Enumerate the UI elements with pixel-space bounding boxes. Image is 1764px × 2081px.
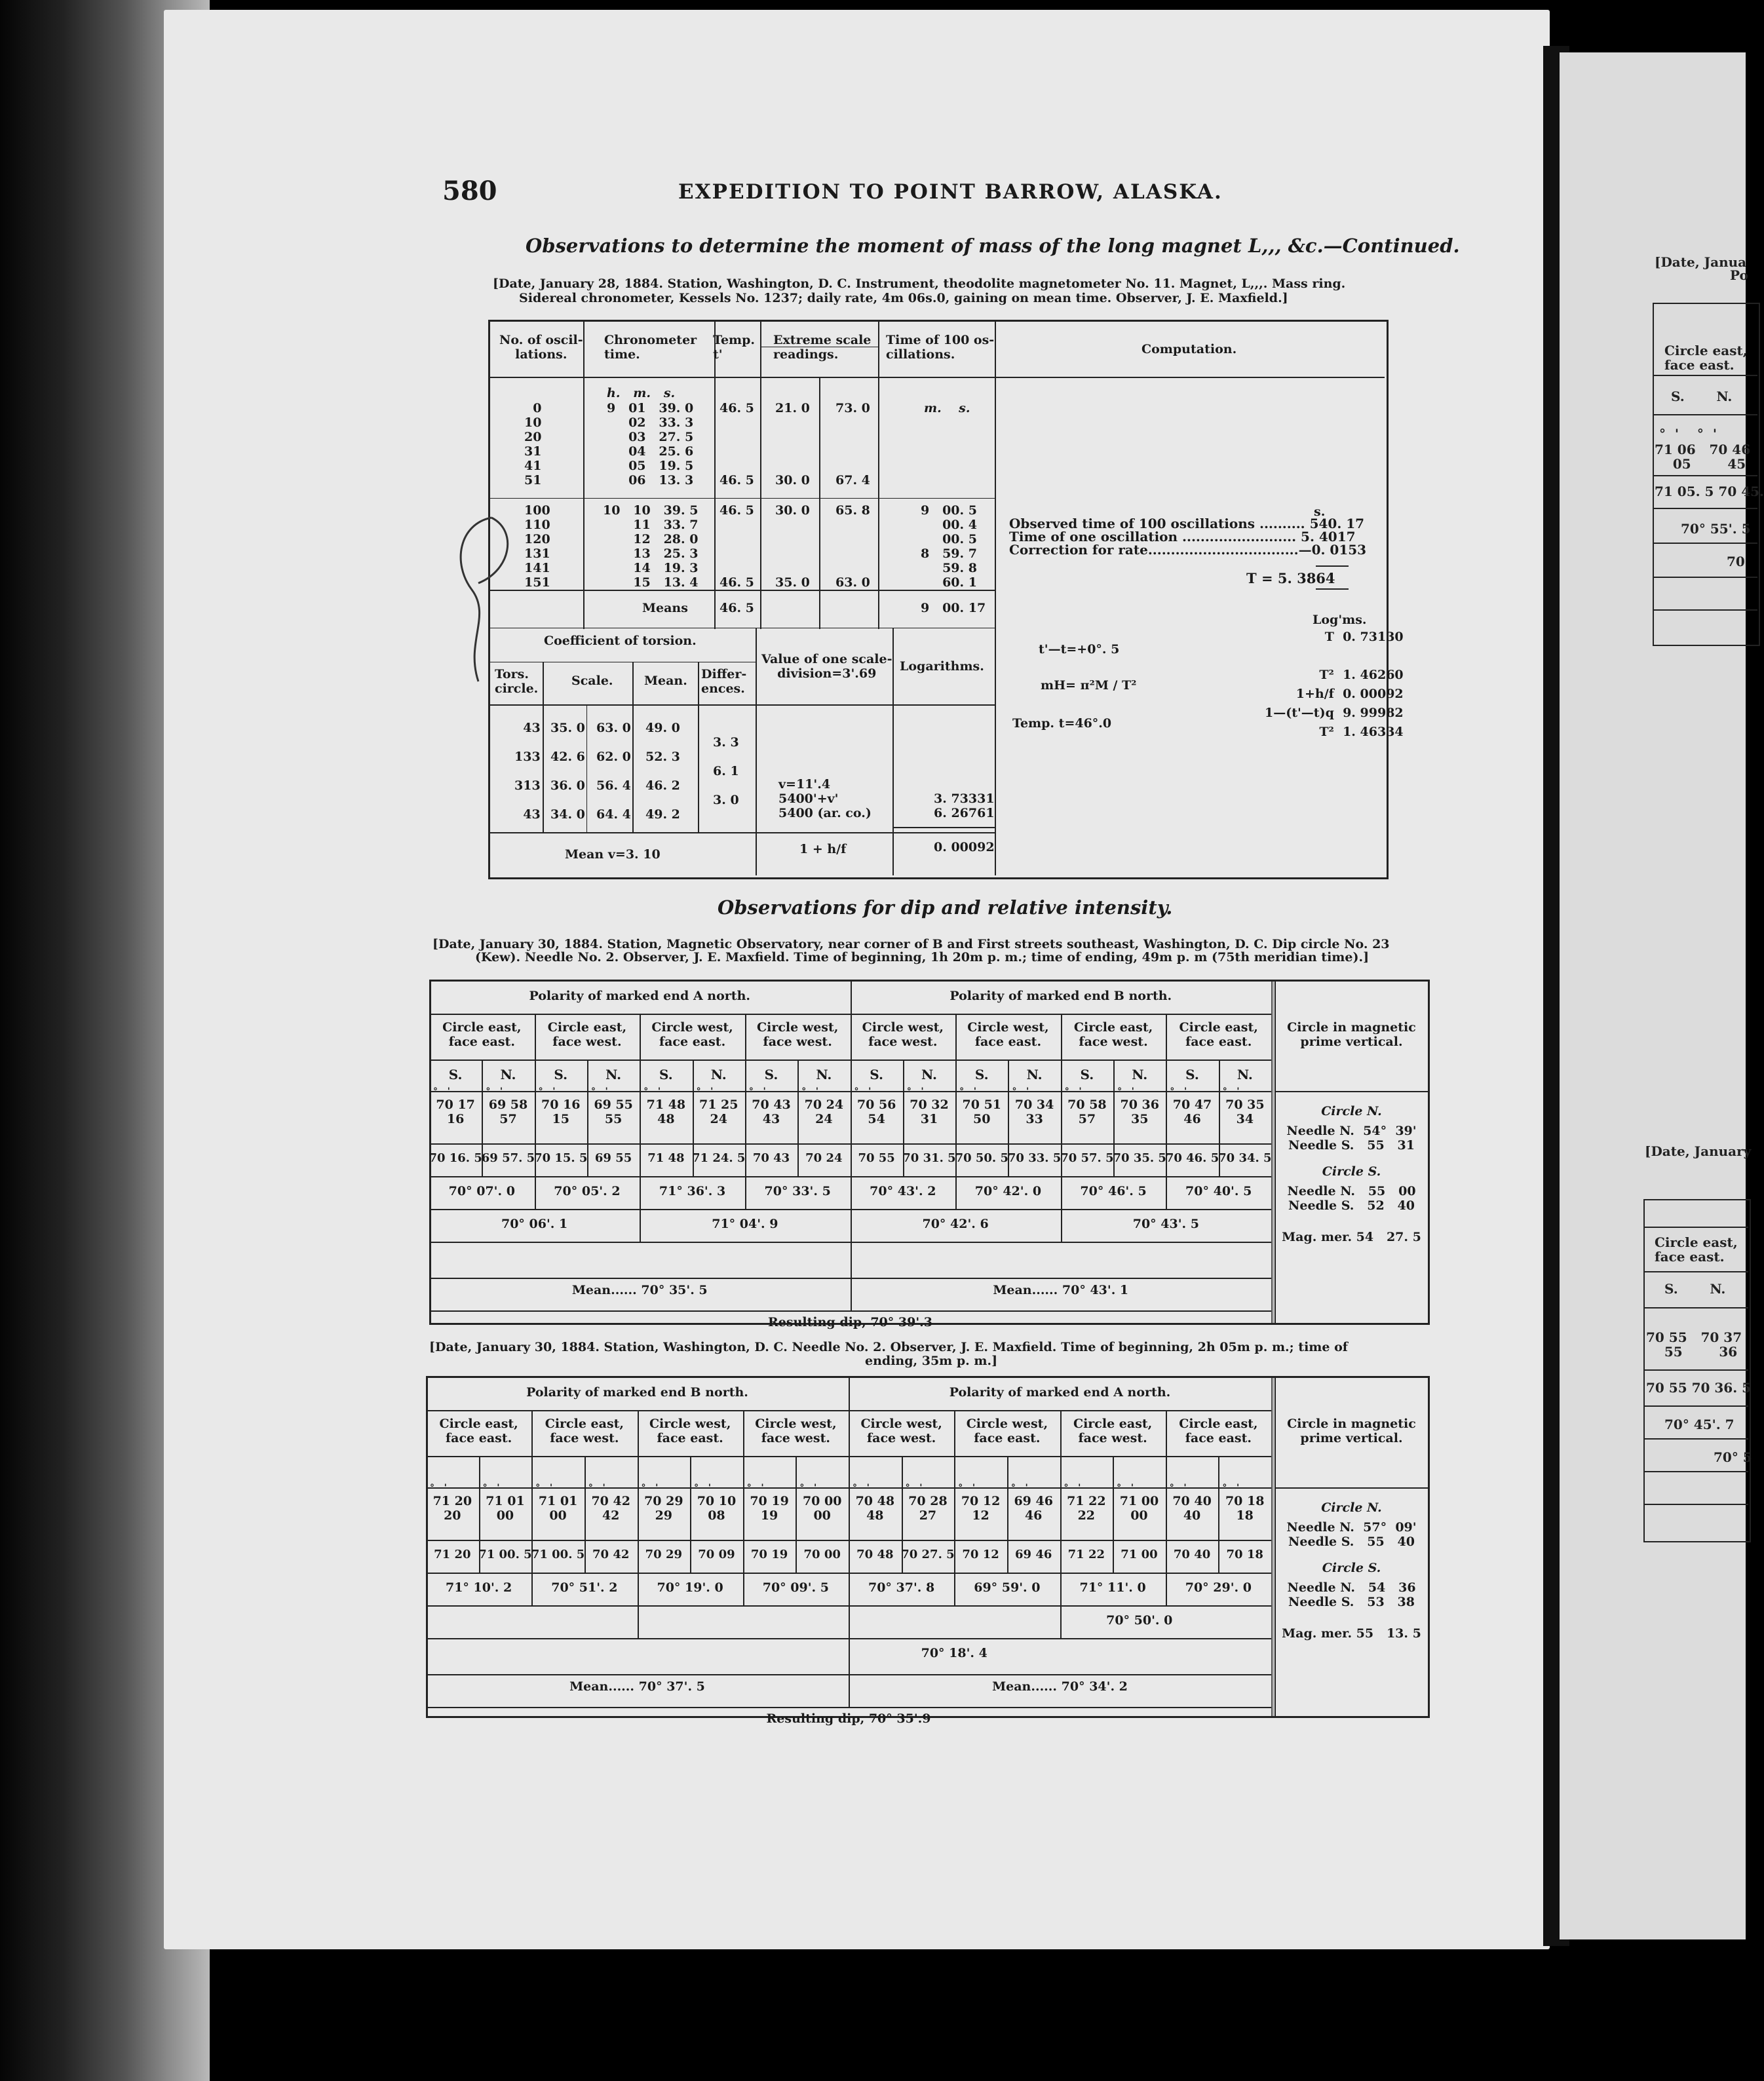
reading-mean: 71 22 bbox=[1067, 1548, 1105, 1561]
reading-pair: 69 55 55 bbox=[594, 1098, 633, 1126]
degree-minute-mark: ° ' bbox=[959, 1086, 977, 1097]
pair-mean: 70° 37'. 8 bbox=[868, 1580, 935, 1595]
means-time: 9 00. 17 bbox=[921, 601, 986, 615]
pair-mean: 70° 19'. 0 bbox=[657, 1580, 723, 1595]
degree-minute-mark: ° ' bbox=[801, 1086, 819, 1097]
hdr-temp: Temp. t' bbox=[713, 333, 756, 362]
rp-pair: 70° 55'. 5 bbox=[1681, 521, 1751, 537]
comp-line3: Correction for rate.................................—0. 0153 bbox=[1009, 542, 1367, 558]
reading-mean: 69 46 bbox=[1015, 1548, 1052, 1561]
circle-orientation: Circle west, face east. bbox=[651, 1020, 733, 1049]
degree-minute-mark: ° ' bbox=[590, 1086, 608, 1097]
torsion-hdr-circle: Tors. circle. bbox=[495, 667, 539, 696]
degree-minute-mark: ° ' bbox=[1170, 1086, 1187, 1097]
reading-pair: 70 51 50 bbox=[962, 1098, 1002, 1126]
pair-mean: 69° 59'. 0 bbox=[974, 1580, 1041, 1595]
means-label: Means bbox=[642, 601, 688, 615]
pair-mean: 70° 40'. 5 bbox=[1185, 1184, 1252, 1198]
rp-circle2: Circle east, face east. bbox=[1655, 1234, 1738, 1265]
pv-circle-n: Circle N. bbox=[1321, 1104, 1382, 1118]
chron-group2: 10 10 39. 5 11 33. 7 12 28. 0 13 25. 3 14 19. 3 15 13. 4 bbox=[603, 503, 699, 590]
quad-mean: 70° 42'. 6 bbox=[922, 1217, 989, 1231]
rp-rows2: 70 55 70 37 55 36 bbox=[1646, 1329, 1742, 1360]
degree-minute-mark: ° ' bbox=[1117, 1483, 1134, 1493]
quad-mean: 70° 06'. 1 bbox=[501, 1217, 568, 1231]
hdr-oscillations: No. of oscil- lations. bbox=[499, 333, 583, 362]
prime-vertical-header: Circle in magnetic prime vertical. bbox=[1287, 1417, 1416, 1445]
reading-mean: 70 42 bbox=[592, 1548, 630, 1561]
pair-mean: 70° 07'. 0 bbox=[448, 1184, 515, 1198]
scale-division-header: Value of one scale- division=3'.69 bbox=[761, 652, 892, 681]
torsion-circle-values: 43 133 313 43 bbox=[514, 721, 541, 822]
circle-orientation: Circle west, face west. bbox=[860, 1417, 942, 1445]
degree-minute-mark: ° ' bbox=[482, 1483, 500, 1493]
dip-table-1 bbox=[429, 980, 1428, 1329]
degree-minute-mark: ° ' bbox=[1117, 1086, 1134, 1097]
rp-pair2: 70° 45'. 7 bbox=[1664, 1417, 1735, 1432]
osc-group1: 0 10 20 31 41 51 bbox=[524, 401, 542, 487]
chron-group1: 9 01 39. 0 02 33. 3 03 27. 5 04 25. 6 05 19. 5 06 13. 3 bbox=[607, 401, 694, 487]
reading-pair: 71 01 00 bbox=[538, 1494, 578, 1523]
degree-minute-mark: ° ' bbox=[486, 1086, 503, 1097]
degree-minute-mark: ° ' bbox=[1064, 1086, 1082, 1097]
rp-note-top: [Date, Janua bbox=[1655, 254, 1747, 270]
degree-minute-mark: ° ' bbox=[854, 1086, 872, 1097]
reading-pair: 69 46 46 bbox=[1014, 1494, 1053, 1523]
reading-mean: 71 24. 5 bbox=[692, 1151, 746, 1165]
reading-mean: 70 18 bbox=[1226, 1548, 1263, 1561]
section2-note-line1: [Date, January 30, 1884. Station, Magnetic Observatory, near corner of B and First streets southeast, Washington, D. C. Dip circle No. 23 bbox=[432, 937, 1390, 951]
comp-mH: mH= π²M / T² bbox=[1041, 678, 1137, 693]
reading-mean: 71 00. 5 bbox=[478, 1548, 532, 1561]
torsion-mean-values: 49. 0 52. 3 46. 2 49. 2 bbox=[645, 721, 680, 822]
reading-pair: 70 56 54 bbox=[856, 1098, 896, 1126]
hdr-time100: Time of 100 os- cillations. bbox=[886, 333, 995, 362]
hdr-scale-readings: Extreme scale readings. bbox=[773, 333, 872, 362]
degree-minute-mark: ° ' bbox=[853, 1483, 870, 1493]
pair-mean: 70° 43'. 2 bbox=[870, 1184, 936, 1198]
rp-quad: 70 bbox=[1727, 554, 1745, 569]
degree-minute-mark: ° ' bbox=[958, 1483, 976, 1493]
pv-circle-n: Circle N. bbox=[1321, 1500, 1382, 1515]
sn-header: S. bbox=[870, 1067, 883, 1082]
quad-mean: 70° 50'. 0 bbox=[1106, 1613, 1173, 1628]
circle-orientation: Circle east, face west. bbox=[1073, 1417, 1153, 1445]
circle-orientation: Circle west, face west. bbox=[862, 1020, 944, 1049]
torsion-diff-values: 3. 3 6. 1 3. 0 bbox=[713, 735, 739, 807]
scale-right-group2: 65. 8 63. 0 bbox=[835, 503, 870, 590]
pair-mean: 70° 05'. 2 bbox=[554, 1184, 621, 1198]
degree-minute-mark: ° ' bbox=[643, 1086, 661, 1097]
pv-circle-s: Circle S. bbox=[1322, 1561, 1381, 1575]
degree-minute-mark: ° ' bbox=[906, 1086, 924, 1097]
resulting-dip: Resulting dip, 70° 35'.9 bbox=[766, 1711, 931, 1726]
logarithms-body: 3. 73331 6. 26761 bbox=[934, 792, 995, 820]
reading-mean: 70 12 bbox=[962, 1548, 999, 1561]
pv-mag-mer: Mag. mer. 54 27. 5 bbox=[1282, 1230, 1421, 1244]
pv-mag-mer: Mag. mer. 55 13. 5 bbox=[1282, 1626, 1421, 1641]
pair-mean: 71° 11'. 0 bbox=[1079, 1580, 1146, 1595]
reading-mean: 71 48 bbox=[647, 1151, 685, 1165]
reading-pair: 70 36 35 bbox=[1120, 1098, 1159, 1126]
degree-minute-mark: ° ' bbox=[696, 1086, 714, 1097]
circle-orientation: Circle east, face east. bbox=[442, 1020, 522, 1049]
section1-note-line1: [Date, January 28, 1884. Station, Washington, D. C. Instrument, theodolite magnetometer No. 11. Magnet, L,,,. Mass ring. bbox=[493, 277, 1346, 291]
circle-orientation: Circle west, face east. bbox=[649, 1417, 731, 1445]
sn-header: S. bbox=[1080, 1067, 1094, 1082]
pv-needles-n: Needle N. 54° 39' Needle S. 55 31 bbox=[1286, 1124, 1417, 1153]
sn-header: S. bbox=[764, 1067, 778, 1082]
comp-line2: Time of one oscillation ......................... 5. 4017 bbox=[1009, 529, 1356, 544]
rp-sn2: S. N. bbox=[1664, 1281, 1726, 1297]
circle-orientation: Circle east, face east. bbox=[1179, 1417, 1258, 1445]
reading-mean: 70 55 bbox=[858, 1151, 895, 1165]
half-mean: Mean...... 70° 43'. 1 bbox=[993, 1283, 1129, 1297]
circle-orientation: Circle west, face east. bbox=[967, 1020, 1049, 1049]
reading-mean: 71 00. 5 bbox=[531, 1548, 585, 1561]
section2-title: Observations for dip and relative intensity. bbox=[718, 896, 1173, 919]
reading-pair: 70 12 12 bbox=[961, 1494, 1001, 1523]
means-temp: 46. 5 bbox=[719, 601, 754, 615]
sn-header: S. bbox=[659, 1067, 673, 1082]
reading-pair: 70 40 40 bbox=[1172, 1494, 1212, 1523]
pv-circle-s: Circle S. bbox=[1322, 1164, 1381, 1179]
reading-pair: 70 47 46 bbox=[1172, 1098, 1212, 1126]
reading-pair: 70 32 31 bbox=[910, 1098, 949, 1126]
sn-header: S. bbox=[448, 1067, 463, 1082]
quad-mean: 70° 43'. 5 bbox=[1132, 1217, 1199, 1231]
circle-orientation: Circle east, face west. bbox=[547, 1020, 627, 1049]
pair-mean: 70° 33'. 5 bbox=[764, 1184, 831, 1198]
rp-mean-row2: 70 55 70 36. 5 bbox=[1646, 1380, 1752, 1396]
reading-mean: 70 19 bbox=[750, 1548, 788, 1561]
degree-minute-mark: ° ' bbox=[694, 1483, 712, 1493]
comp-line1: Observed time of 100 oscillations .......... 540. 17 bbox=[1009, 516, 1365, 531]
osc-group2: 100 110 120 131 141 151 bbox=[524, 503, 550, 590]
reading-mean: 70 40 bbox=[1173, 1548, 1211, 1561]
rp-degmin: ° ' ° ' bbox=[1659, 426, 1717, 442]
pv-needles-s: Needle N. 55 00 Needle S. 52 40 bbox=[1287, 1184, 1416, 1213]
reading-mean: 70 50. 5 bbox=[955, 1151, 1008, 1165]
pv-needles-s: Needle N. 54 36 Needle S. 53 38 bbox=[1287, 1580, 1416, 1609]
circle-orientation: Circle east, face west. bbox=[545, 1417, 624, 1445]
sn-header: N. bbox=[1026, 1067, 1043, 1082]
sn-header: N. bbox=[1132, 1067, 1148, 1082]
logarithms-header: Logarithms. bbox=[900, 659, 984, 674]
section3-note-line2: ending, 35m p. m.] bbox=[865, 1354, 998, 1368]
degree-minute-mark: ° ' bbox=[641, 1483, 659, 1493]
circle-orientation: Circle east, face west. bbox=[1073, 1020, 1153, 1049]
rp-rows: 71 06 70 46 05 45 bbox=[1655, 442, 1751, 472]
reading-mean: 70 15. 5 bbox=[534, 1151, 588, 1165]
reading-pair: 71 25 24 bbox=[699, 1098, 738, 1126]
reading-mean: 70 29 bbox=[645, 1548, 682, 1561]
hdr-computation: Computation. bbox=[1141, 342, 1237, 356]
degree-minute-mark: ° ' bbox=[588, 1483, 605, 1493]
pair-mean: 70° 29'. 0 bbox=[1185, 1580, 1252, 1595]
temp-group2: 46. 5 46. 5 bbox=[719, 503, 754, 590]
torsion-hdr-diff: Differ- ences. bbox=[701, 667, 747, 696]
reading-mean: 70 46. 5 bbox=[1165, 1151, 1219, 1165]
circle-orientation: Circle west, face west. bbox=[757, 1020, 839, 1049]
reading-pair: 69 58 57 bbox=[488, 1098, 528, 1126]
pair-mean: 70° 09'. 5 bbox=[762, 1580, 829, 1595]
sn-header: S. bbox=[974, 1067, 989, 1082]
temp-group1: 46. 5 46. 5 bbox=[719, 401, 754, 487]
pv-needles-n: Needle N. 57° 09' Needle S. 55 40 bbox=[1286, 1520, 1417, 1549]
sn-header: N. bbox=[816, 1067, 832, 1082]
reading-mean: 70 24 bbox=[805, 1151, 843, 1165]
page-number: 580 bbox=[442, 176, 497, 206]
reading-pair: 70 48 48 bbox=[855, 1494, 895, 1523]
degree-minute-mark: ° ' bbox=[748, 1086, 766, 1097]
reading-pair: 71 20 20 bbox=[432, 1494, 472, 1523]
one-plus-h-f: 1 + h/f bbox=[799, 842, 847, 856]
logarithms-final: 0. 00092 bbox=[934, 840, 995, 854]
comp-logms: Log'ms. bbox=[1313, 613, 1367, 627]
pair-mean: 70° 51'. 2 bbox=[551, 1580, 618, 1595]
comp-logs: T 0. 73130 T² 1. 46260 1+h/f 0. 00092 1—(t'—t)q 9. 99982 T² 1. 46334 bbox=[1265, 630, 1404, 739]
sn-header: N. bbox=[710, 1067, 727, 1082]
circle-orientation: Circle east, face east. bbox=[1179, 1020, 1258, 1049]
comp-tdiff: t'—t=+0°. 5 bbox=[1039, 642, 1120, 657]
half-mean: Mean...... 70° 37'. 5 bbox=[569, 1679, 705, 1694]
degree-minute-mark: ° ' bbox=[1169, 1483, 1187, 1493]
degree-minute-mark: ° ' bbox=[1064, 1483, 1081, 1493]
sn-header: S. bbox=[1185, 1067, 1199, 1082]
torsion-mean-v: Mean v=3. 10 bbox=[565, 847, 661, 862]
reading-mean: 70 16. 5 bbox=[429, 1151, 482, 1165]
sn-header: N. bbox=[500, 1067, 516, 1082]
reading-pair: 70 58 57 bbox=[1067, 1098, 1107, 1126]
degree-minute-mark: ° ' bbox=[433, 1086, 450, 1097]
reading-mean: 69 55 bbox=[594, 1151, 632, 1165]
degree-minute-mark: ° ' bbox=[1222, 1483, 1240, 1493]
polarity-left: Polarity of marked end B north. bbox=[526, 1385, 748, 1400]
hdr-chronometer: Chronometer time. bbox=[604, 333, 697, 362]
circle-orientation: Circle east, face east. bbox=[439, 1417, 518, 1445]
prime-vertical-header: Circle in magnetic prime vertical. bbox=[1287, 1020, 1416, 1049]
degree-minute-mark: ° ' bbox=[746, 1483, 764, 1493]
reading-mean: 71 20 bbox=[434, 1548, 471, 1561]
degree-minute-mark: ° ' bbox=[1010, 1483, 1028, 1493]
reading-pair: 70 42 42 bbox=[591, 1494, 630, 1523]
dip-table-2 bbox=[426, 1376, 1428, 1726]
running-head: EXPEDITION TO POINT BARROW, ALASKA. bbox=[678, 180, 1223, 204]
rp-note-top2: Po bbox=[1730, 267, 1748, 283]
quad-mean: 70° 18'. 4 bbox=[921, 1646, 987, 1660]
scale-division-body: v=11'.4 5400'+v' 5400 (ar. co.) bbox=[778, 777, 872, 820]
comp-temp: Temp. t=46°.0 bbox=[1012, 716, 1112, 731]
rp-sn: S. N. bbox=[1671, 389, 1733, 404]
sn-header: N. bbox=[605, 1067, 622, 1082]
reading-pair: 70 18 18 bbox=[1225, 1494, 1265, 1523]
reading-pair: 70 35 34 bbox=[1225, 1098, 1265, 1126]
rp-quad2: 70° 5 bbox=[1714, 1449, 1752, 1465]
reading-mean: 70 35. 5 bbox=[1113, 1151, 1166, 1165]
reading-mean: 70 57. 5 bbox=[1060, 1151, 1114, 1165]
degree-minute-mark: ° ' bbox=[1012, 1086, 1029, 1097]
reading-pair: 71 22 22 bbox=[1067, 1494, 1106, 1523]
degree-minute-mark: ° ' bbox=[905, 1483, 923, 1493]
torsion-title: Coefficient of torsion. bbox=[544, 634, 697, 648]
pencil-mark bbox=[452, 511, 531, 695]
time100-group2: 9 00. 5 00. 4 00. 5 8 59. 7 59. 8 60. 1 bbox=[921, 503, 977, 590]
rp-mean-row: 71 05. 5 70 45. bbox=[1655, 484, 1764, 499]
polarity-right: Polarity of marked end B north. bbox=[949, 989, 1172, 1003]
sn-header: N. bbox=[1237, 1067, 1253, 1082]
pair-mean: 70° 42'. 0 bbox=[974, 1184, 1042, 1198]
scale-left-group2: 30. 0 35. 0 bbox=[775, 503, 810, 590]
half-mean: Mean...... 70° 34'. 2 bbox=[992, 1679, 1128, 1694]
reading-mean: 69 57. 5 bbox=[481, 1151, 535, 1165]
half-mean: Mean...... 70° 35'. 5 bbox=[571, 1283, 708, 1297]
reading-pair: 70 16 15 bbox=[541, 1098, 581, 1126]
reading-mean: 70 33. 5 bbox=[1007, 1151, 1062, 1165]
reading-pair: 71 00 00 bbox=[1119, 1494, 1159, 1523]
quad-mean: 71° 04'. 9 bbox=[712, 1217, 778, 1231]
section1-title: Observations to determine the moment of mass of the long magnet L,,, &c.—Continued. bbox=[526, 235, 1460, 257]
reading-mean: 70 00 bbox=[803, 1548, 841, 1561]
units-time100: m. s. bbox=[924, 401, 970, 415]
comp-unit: s. bbox=[1314, 505, 1326, 519]
reading-mean: 70 09 bbox=[698, 1548, 735, 1561]
rp-note-mid: [Date, January bbox=[1645, 1143, 1752, 1159]
section1-note-line2: Sidereal chronometer, Kessels No. 1237; daily rate, 4m 06s.0, gaining on mean time. Observer, J. E. Maxfield.] bbox=[519, 291, 1288, 305]
pair-mean: 70° 46'. 5 bbox=[1080, 1184, 1147, 1198]
circle-orientation: Circle west, face west. bbox=[755, 1417, 837, 1445]
polarity-left: Polarity of marked end A north. bbox=[529, 989, 751, 1003]
units-chron: h. m. s. bbox=[607, 386, 676, 400]
reading-mean: 70 34. 5 bbox=[1218, 1151, 1272, 1165]
reading-pair: 70 29 29 bbox=[644, 1494, 683, 1523]
reading-mean: 70 43 bbox=[752, 1151, 790, 1165]
reading-pair: 70 24 24 bbox=[804, 1098, 844, 1126]
rp-circle: Circle east, face east. bbox=[1664, 343, 1748, 373]
reading-pair: 70 28 27 bbox=[908, 1494, 948, 1523]
torsion-scale-right: 63. 0 62. 0 56. 4 64. 4 bbox=[596, 721, 631, 822]
reading-mean: 70 48 bbox=[856, 1548, 894, 1561]
torsion-hdr-scale: Scale. bbox=[571, 674, 613, 688]
reading-pair: 71 48 48 bbox=[646, 1098, 686, 1126]
pair-mean: 71° 10'. 2 bbox=[445, 1580, 512, 1595]
section3-note-line1: [Date, January 30, 1884. Station, Washington, D. C. Needle No. 2. Observer, J. E. Maxfield. Time of beginning, 2h 05m p. m.; time of bbox=[429, 1340, 1348, 1354]
torsion-hdr-mean: Mean. bbox=[644, 674, 687, 688]
reading-pair: 70 34 33 bbox=[1014, 1098, 1054, 1126]
degree-minute-mark: ° ' bbox=[538, 1086, 556, 1097]
resulting-dip: Resulting dip, 70° 39'.3 bbox=[768, 1315, 932, 1329]
sn-header: S. bbox=[554, 1067, 568, 1082]
reading-pair: 70 00 00 bbox=[802, 1494, 842, 1523]
polarity-right: Polarity of marked end A north. bbox=[949, 1385, 1171, 1400]
reading-pair: 70 19 19 bbox=[750, 1494, 789, 1523]
torsion-scale-left: 35. 0 42. 6 36. 0 34. 0 bbox=[550, 721, 585, 822]
degree-minute-mark: ° ' bbox=[799, 1483, 817, 1493]
comp-T: T = 5. 3864 bbox=[1246, 570, 1335, 586]
section2-note-line2: (Kew). Needle No. 2. Observer, J. E. Maxfield. Time of beginning, 1h 20m p. m.; time of ending, 49m p. m (75th meridian time).] bbox=[475, 950, 1370, 964]
scale-left-group1: 21. 0 30. 0 bbox=[775, 401, 810, 487]
reading-pair: 70 43 43 bbox=[752, 1098, 791, 1126]
scale-right-group1: 73. 0 67. 4 bbox=[835, 401, 870, 487]
sn-header: N. bbox=[921, 1067, 937, 1082]
degree-minute-mark: ° ' bbox=[430, 1483, 447, 1493]
pair-mean: 71° 36'. 3 bbox=[659, 1184, 726, 1198]
reading-mean: 70 31. 5 bbox=[902, 1151, 956, 1165]
reading-mean: 71 00 bbox=[1121, 1548, 1158, 1561]
reading-pair: 70 17 16 bbox=[436, 1098, 475, 1126]
reading-pair: 70 10 08 bbox=[697, 1494, 737, 1523]
reading-pair: 71 01 00 bbox=[486, 1494, 525, 1523]
degree-minute-mark: ° ' bbox=[535, 1483, 553, 1493]
reading-mean: 70 27. 5 bbox=[901, 1548, 955, 1561]
degree-minute-mark: ° ' bbox=[1222, 1086, 1240, 1097]
circle-orientation: Circle west, face east. bbox=[966, 1417, 1048, 1445]
